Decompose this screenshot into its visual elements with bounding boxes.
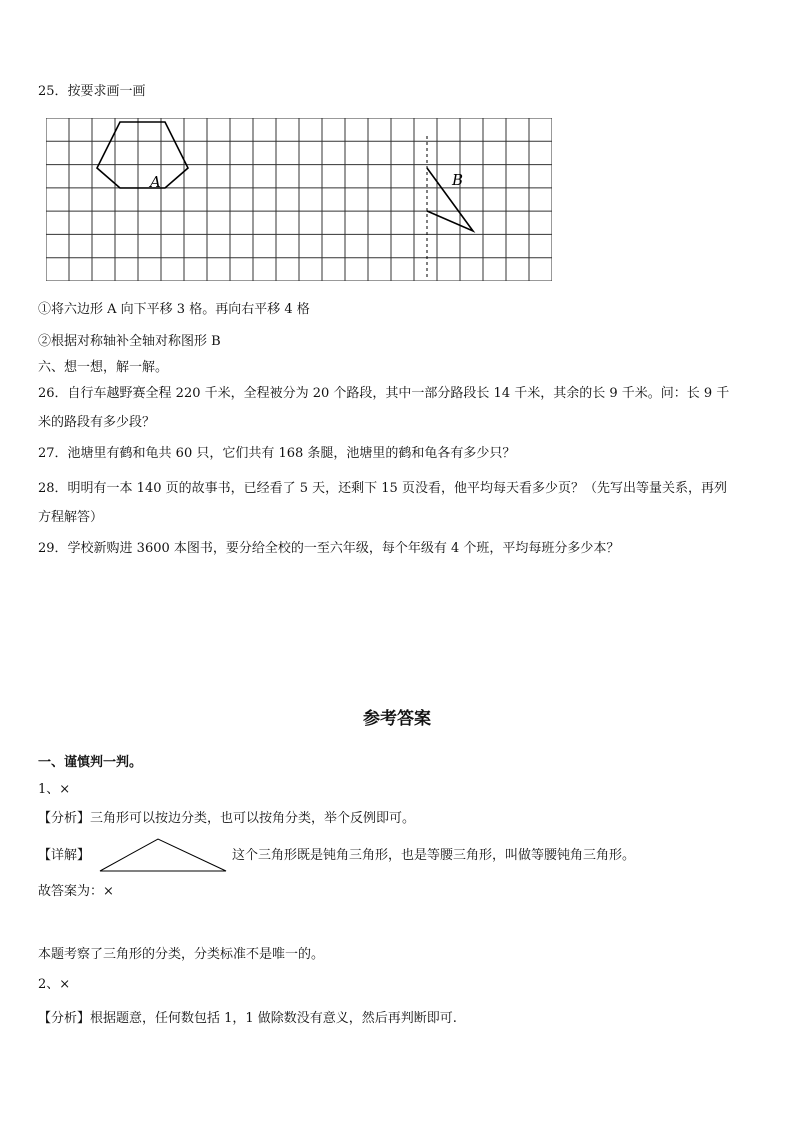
- answer-2-analysis: 【分析】根据题意，任何数包括 1，1 做除数没有意义，然后再判断即可.: [38, 1011, 457, 1026]
- triangle-b: [427, 168, 473, 231]
- label-b: B: [452, 171, 464, 189]
- answer-1-detail-tag: 【详解】: [38, 848, 91, 863]
- answer-1-detail-text: 这个三角形既是钝角三角形，也是等腰三角形，叫做等腰钝角三角形。: [232, 848, 636, 863]
- label-a: A: [150, 173, 161, 191]
- q28-line2: 方程解答）: [38, 510, 104, 525]
- q25-task2: ②根据对称轴补全轴对称图形 B: [38, 334, 221, 349]
- answer-1-analysis: 【分析】三角形可以按边分类，也可以按角分类，举个反例即可。: [38, 811, 416, 826]
- grid-figure: [46, 118, 552, 281]
- answers-section-1: 一、谨慎判一判。: [38, 755, 143, 770]
- answer-1-note: 本题考察了三角形的分类，分类标准不是唯一的。: [38, 947, 325, 962]
- q25-task1: ①将六边形 A 向下平移 3 格。再向右平移 4 格: [38, 302, 310, 317]
- hexagon-a: [97, 122, 188, 188]
- q28-line1: 28．明明有一本 140 页的故事书，已经看了 5 天，还剩下 15 页没看，他平均每天看多少页？（先写出等量关系，再列: [38, 481, 727, 496]
- q29: 29．学校新购进 3600 本图书，要分给全校的一至六年级，每个年级有 4 个班，平均每班分多少本？: [38, 541, 620, 556]
- q25-title: 25．按要求画一画: [38, 84, 146, 99]
- obtuse-triangle-figure: [98, 837, 228, 873]
- answer-1-result: 故答案为：×: [38, 884, 114, 899]
- q26-line1: 26．自行车越野赛全程 220 千米，全程被分为 20 个路段，其中一部分路段长 14 千米，其余的长 9 千米。问：长 9 千: [38, 386, 730, 401]
- q27: 27．池塘里有鹤和龟共 60 只，它们共有 168 条腿，池塘里的鹤和龟各有多少只？: [38, 446, 516, 461]
- answers-title: 参考答案: [363, 709, 431, 729]
- section-6-heading: 六、想一想，解一解。: [38, 360, 169, 375]
- answer-2-number: 2、×: [38, 977, 71, 992]
- answer-1-number: 1、×: [38, 782, 71, 797]
- q26-line2: 米的路段有多少段？: [38, 415, 156, 430]
